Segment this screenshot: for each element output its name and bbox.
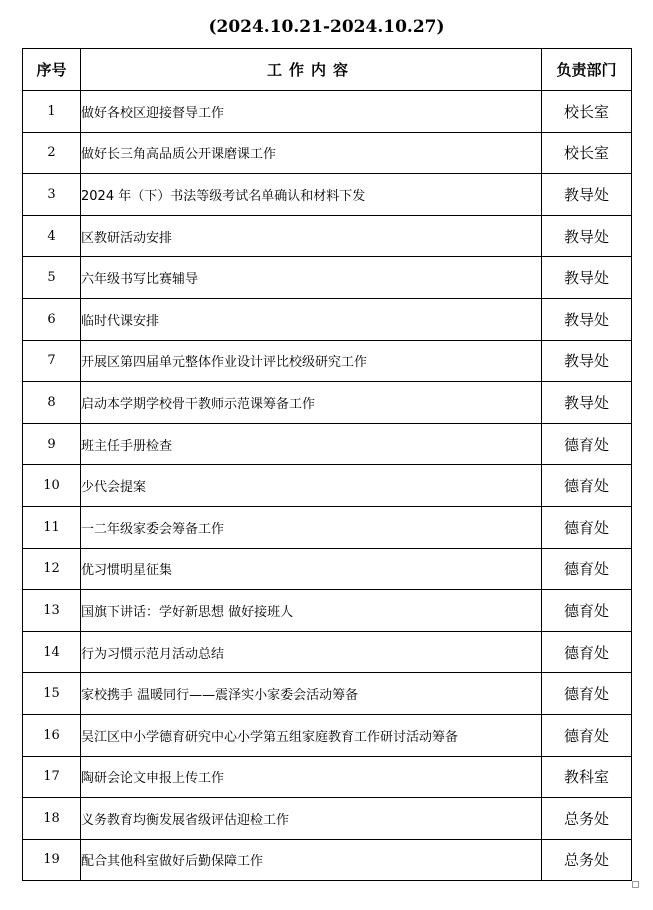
table-row — [23, 798, 632, 840]
row-department: 德育处 — [542, 631, 632, 673]
header-content: 工作内容 — [81, 49, 542, 91]
row-index: 11 — [23, 506, 81, 548]
row-department: 德育处 — [542, 423, 632, 465]
row-index: 6 — [23, 298, 81, 340]
row-task: 开展区第四届单元整体作业设计评比校级研究工作 — [81, 340, 542, 382]
table-row — [23, 548, 632, 590]
row-department: 德育处 — [542, 465, 632, 507]
header-index: 序号 — [23, 49, 81, 91]
row-index: 9 — [23, 423, 81, 465]
work-schedule-table — [22, 48, 632, 881]
row-index: 2 — [23, 132, 81, 174]
table-row — [23, 465, 632, 507]
table-row — [23, 382, 632, 424]
row-department: 校长室 — [542, 91, 632, 133]
row-task: 做好长三角高品质公开课磨课工作 — [81, 132, 542, 174]
row-index: 18 — [23, 798, 81, 840]
row-task: 少代会提案 — [81, 465, 542, 507]
row-task: 家校携手 温暖同行——震泽实小家委会活动筹备 — [81, 673, 542, 715]
row-task: 陶研会论文申报上传工作 — [81, 756, 542, 798]
row-department: 教导处 — [542, 382, 632, 424]
row-task: 启动本学期学校骨干教师示范课筹备工作 — [81, 382, 542, 424]
table-row — [23, 298, 632, 340]
table-row — [23, 839, 632, 881]
row-index: 17 — [23, 756, 81, 798]
row-task: 2024 年（下）书法等级考试名单确认和材料下发 — [81, 174, 542, 216]
row-department: 教导处 — [542, 215, 632, 257]
row-task: 优习惯明星征集 — [81, 548, 542, 590]
row-index: 3 — [23, 174, 81, 216]
row-department: 德育处 — [542, 506, 632, 548]
table-row — [23, 590, 632, 632]
row-department: 教导处 — [542, 174, 632, 216]
row-department: 校长室 — [542, 132, 632, 174]
row-task: 一二年级家委会筹备工作 — [81, 506, 542, 548]
row-index: 1 — [23, 91, 81, 133]
row-task: 配合其他科室做好后勤保障工作 — [81, 839, 542, 881]
table-row — [23, 340, 632, 382]
row-department: 教科室 — [542, 756, 632, 798]
row-index: 8 — [23, 382, 81, 424]
row-index: 15 — [23, 673, 81, 715]
table-row — [23, 423, 632, 465]
table-row — [23, 673, 632, 715]
row-task: 义务教育均衡发展省级评估迎检工作 — [81, 798, 542, 840]
row-task: 班主任手册检查 — [81, 423, 542, 465]
row-department: 总务处 — [542, 839, 632, 881]
table-row — [23, 215, 632, 257]
row-department: 德育处 — [542, 548, 632, 590]
row-index: 10 — [23, 465, 81, 507]
table-row — [23, 257, 632, 299]
row-task: 行为习惯示范月活动总结 — [81, 631, 542, 673]
row-task: 临时代课安排 — [81, 298, 542, 340]
row-index: 13 — [23, 590, 81, 632]
row-department: 教导处 — [542, 298, 632, 340]
row-task: 区教研活动安排 — [81, 215, 542, 257]
row-index: 14 — [23, 631, 81, 673]
row-index: 16 — [23, 714, 81, 756]
row-department: 德育处 — [542, 673, 632, 715]
table-row — [23, 756, 632, 798]
row-index: 12 — [23, 548, 81, 590]
row-department: 教导处 — [542, 257, 632, 299]
row-task: 六年级书写比赛辅导 — [81, 257, 542, 299]
table-row — [23, 631, 632, 673]
row-department: 德育处 — [542, 714, 632, 756]
row-index: 4 — [23, 215, 81, 257]
table-header-row — [23, 49, 632, 91]
table-row — [23, 174, 632, 216]
row-department: 总务处 — [542, 798, 632, 840]
row-department: 德育处 — [542, 590, 632, 632]
table-row — [23, 506, 632, 548]
row-index: 7 — [23, 340, 81, 382]
table-row — [23, 91, 632, 133]
row-task: 吴江区中小学德育研究中心小学第五组家庭教育工作研讨活动筹备 — [81, 714, 542, 756]
row-department: 教导处 — [542, 340, 632, 382]
row-task: 做好各校区迎接督导工作 — [81, 91, 542, 133]
date-range-title: (2024.10.21-2024.10.27) — [208, 17, 445, 37]
row-index: 5 — [23, 257, 81, 299]
table-row — [23, 714, 632, 756]
table-row — [23, 132, 632, 174]
header-department: 负责部门 — [542, 49, 632, 91]
row-task: 国旗下讲话：学好新思想 做好接班人 — [81, 590, 542, 632]
table-end-marker — [632, 881, 639, 888]
row-index: 19 — [23, 839, 81, 881]
